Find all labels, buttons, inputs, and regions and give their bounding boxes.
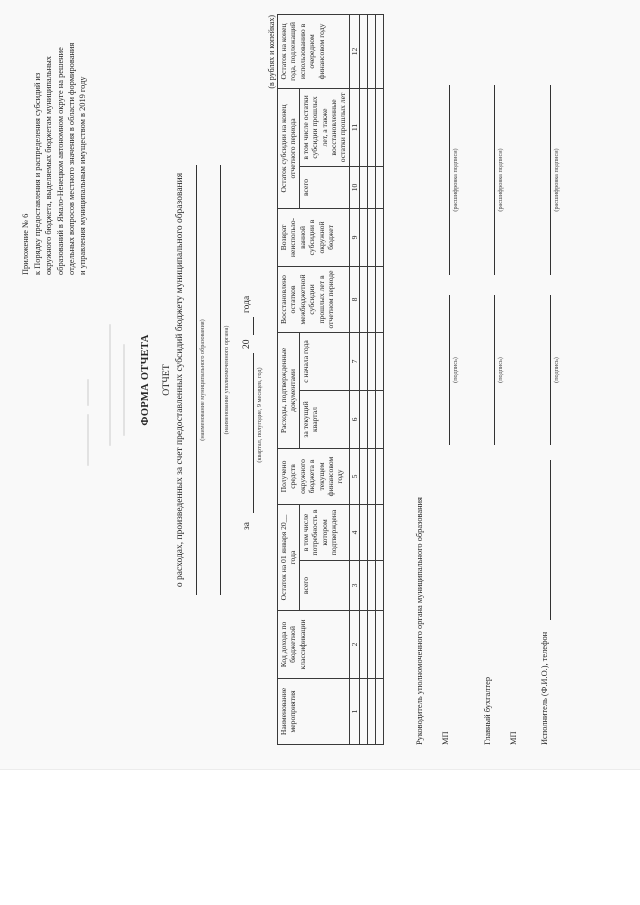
col-header-restored: Восстановлено остатков межбюджетной субсидии прошлых лет в отчетном периоде <box>278 266 350 332</box>
period-hint: (квартал, полугодие, 9 месяцев, год) <box>256 367 263 463</box>
executor-line <box>550 460 551 620</box>
decode-caption: (расшифровка подписи) <box>452 148 459 212</box>
decode-caption: (расшифровка подписи) <box>497 148 504 212</box>
annex-line: образований в Ямало-Ненецком автономном округе на решение <box>55 47 65 275</box>
col-header-expenses: Расходы, подтвержденные документами <box>278 332 300 448</box>
annex-title: Приложение № 6 <box>21 213 30 275</box>
col-header-total-end: всего <box>299 166 349 208</box>
column-number: 8 <box>349 266 359 332</box>
signature-caption: (подпись) <box>497 357 504 383</box>
col-header-balance-end: Остаток субсидии на конец отчетного периода <box>278 88 300 208</box>
report-table <box>277 14 384 745</box>
annex-line: отдельных вопросов местного значения в области формирования <box>66 42 76 275</box>
municipality-line <box>196 165 197 595</box>
col-header-code: Код дохода по бюджетной классификации <box>278 611 350 679</box>
signature-caption: (подпись) <box>452 357 459 383</box>
table-row <box>376 14 384 744</box>
column-number: 3 <box>349 561 359 611</box>
annex-block <box>20 25 88 275</box>
executor-decode-line <box>550 85 551 275</box>
decode-caption: (расшифровка подписи) <box>553 148 560 212</box>
column-number: 9 <box>349 208 359 266</box>
head-signature-label: Руководитель уполномоченного органа муниципального образования <box>415 497 424 745</box>
municipality-hint: (наименование муниципального образования) <box>199 319 206 441</box>
rotated-form <box>20 15 620 745</box>
col-header-incl-previous: в том числе остатки субсидии прошлых лет, а также восстановленные остатки прошлых лет <box>299 88 349 166</box>
form-title: ФОРМА ОТЧЕТА <box>140 334 151 426</box>
report-subtitle: о расходах, произведенных за счет предоставленных субсидий бюджету муниципального образования <box>175 172 185 588</box>
col-header-current-quarter: за текущий квартал <box>299 390 349 448</box>
report-heading: ОТЧЕТ <box>161 364 172 396</box>
column-number: 5 <box>349 448 359 504</box>
table-row <box>368 14 376 744</box>
table-header-row <box>278 14 300 744</box>
column-number: 11 <box>349 88 359 166</box>
authority-hint: (наименование уполномоченного органа) <box>223 325 230 435</box>
col-header-since-year-start: с начала года <box>299 332 349 390</box>
authority-line <box>220 165 221 595</box>
signature-caption: (подпись) <box>553 357 560 383</box>
table-row <box>360 14 368 744</box>
period-year-line <box>253 317 254 335</box>
column-number: 1 <box>349 679 359 745</box>
col-header-name: Наименование мероприятия <box>278 679 350 745</box>
period-line <box>253 353 254 513</box>
units-note: (в рублях и копейках) <box>267 15 276 89</box>
period-suffix: года <box>242 295 252 313</box>
col-header-balance-year-end: Остаток на конец года, подлежащий использованию в очередном финансовом году <box>278 14 350 88</box>
head-decode-line <box>449 85 450 275</box>
annex-line: и управления муниципальным имуществом в 2019 году <box>78 76 88 275</box>
period-year-prefix: 20 <box>242 339 252 349</box>
column-number-row <box>349 14 359 744</box>
col-header-received: Получено средств окружного бюджета в текущем финансовом году <box>278 448 350 504</box>
col-header-need-confirmed: в том числе потребность в котором подтверждена <box>299 504 349 560</box>
executor-label: Исполнитель (Ф.И.О.), телефон <box>540 631 549 745</box>
annex-line: окружного бюджета, выделяемых бюджетам муниципальных <box>44 56 54 275</box>
mp-label: МП <box>509 731 518 745</box>
column-number: 2 <box>349 611 359 679</box>
mp-label: МП <box>441 731 450 745</box>
accountant-decode-line <box>494 85 495 275</box>
col-header-balance-start: Остаток на 01 января 20__ года <box>278 504 300 610</box>
accountant-signature-line <box>494 295 495 445</box>
column-number: 10 <box>349 166 359 208</box>
head-signature-line <box>449 295 450 445</box>
period-prefix: за <box>242 522 252 530</box>
col-header-returned: Возврат неиспользо-ванной субсидии в окружной бюджет <box>278 208 350 266</box>
column-number: 12 <box>349 14 359 88</box>
col-header-total-start: всего <box>299 561 349 611</box>
executor-signature-line <box>550 295 551 445</box>
accountant-signature-label: Главный бухгалтер <box>483 676 492 745</box>
annex-line: к Порядку предоставления и распределения субсидий из <box>33 72 43 275</box>
column-number: 6 <box>349 390 359 448</box>
column-number: 7 <box>349 332 359 390</box>
column-number: 4 <box>349 504 359 560</box>
